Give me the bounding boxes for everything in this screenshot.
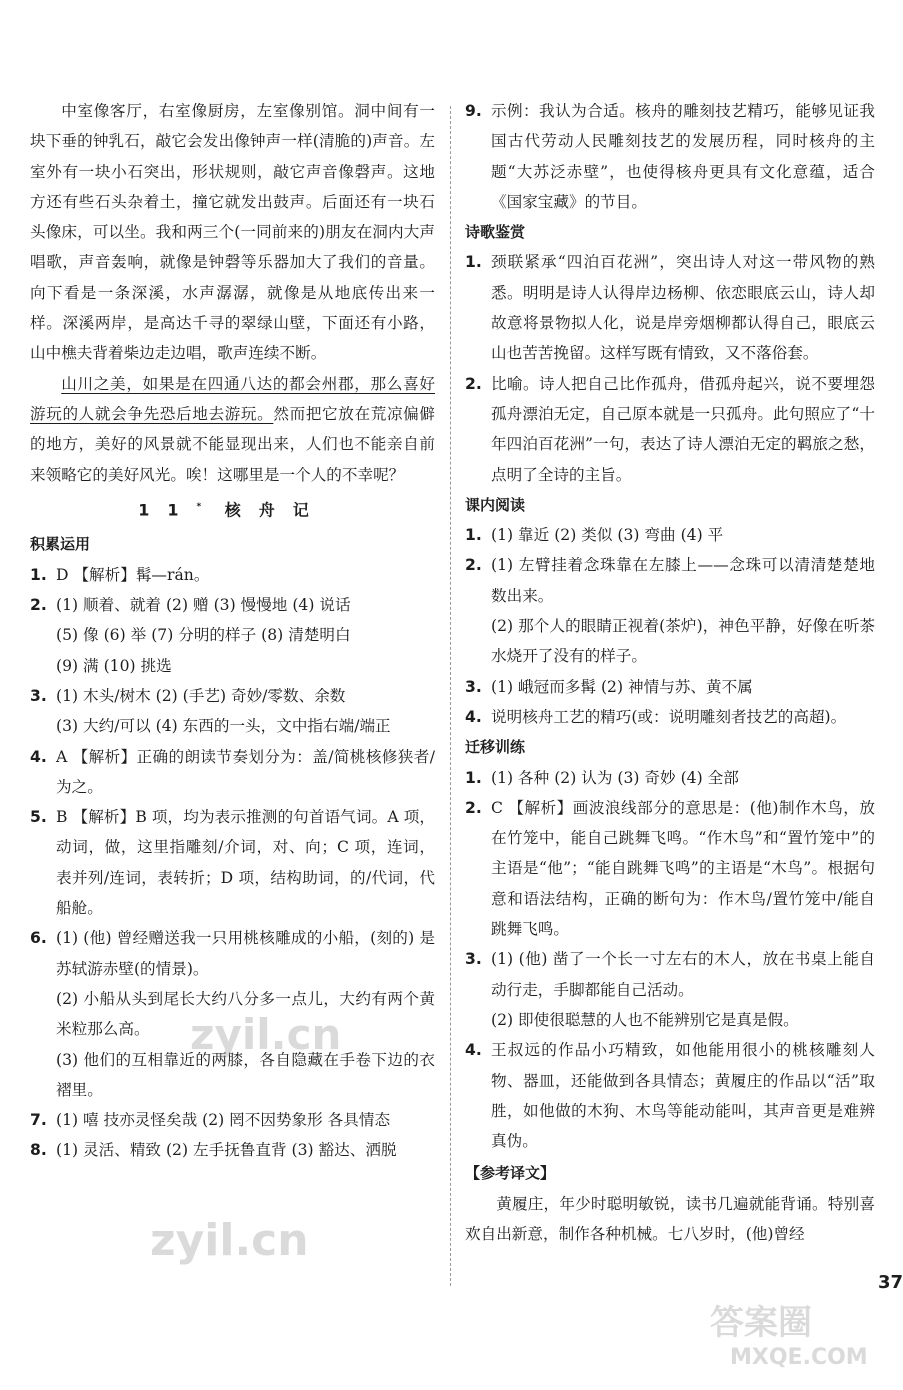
watermark: zyil.cn [190, 1010, 342, 1059]
list-item: 4. A 【解析】正确的朗读节奏划分为：盖/简桃核修狭者/为之。 [30, 747, 435, 796]
reference-translation-text: 黄履庄，年少时聪明敏锐，读书几遍就能背诵。特别喜欢自出新意，制作各种机械。七八岁时，(他)曾经 [465, 1194, 875, 1243]
lesson-title-text: 核舟记 [224, 500, 327, 520]
list-item: 7. (1) 嘻 技亦灵怪矣哉 (2) 罔不因势象形 各具情态 [30, 1111, 391, 1130]
page-number: 37 [878, 1272, 903, 1293]
lesson-title [30, 492, 435, 526]
underlined-sentence: 山川之美，如果是在四通八达的都会州郡，那么喜好游玩的人就会争先恐后地去游玩。 [30, 374, 435, 423]
list-item: 9. 示例：我认为合适。核舟的雕刻技艺精巧，能够见证我国古代劳动人民雕刻技艺的发展历程，同时核舟的主题“大苏泛赤壁”，也使得核舟更具有文化意蕴，适合《国家宝藏》的节目。 [465, 102, 875, 211]
list-item: 2. C 【解析】画波浪线部分的意思是：(他)制作木鸟，放在竹笼中，能自己跳舞飞鸣。“作木鸟”和“置竹笼中”的主语是“他”；“能自跳舞飞鸣”的主语是“木鸟”。根据句意和语法结构，正确的断句为：作木鸟/置竹笼中/能自跳舞飞鸣。 [465, 798, 875, 939]
list-item: 2. 比喻。诗人把自己比作孤舟，借孤舟起兴，说不要埋怨孤舟漂泊无定，自己原本就是一只孤舟。此句照应了“十年四泊百花洲”一句，表达了诗人漂泊无定的羁旅之愁，点明了全诗的主旨。 [465, 374, 875, 484]
list-item: 3. (1) (他) 凿了一个长一寸左右的木人，放在书桌上能自动行走，手脚都能自己活动。 (2) 即使很聪慧的人也不能辨别它是真是假。 [465, 950, 875, 1029]
list-item: 4. 说明核舟工艺的精巧(或：说明雕刻者技艺的高超)。 [465, 707, 847, 726]
list-item: 1. (1) 各种 (2) 认为 (3) 奇妙 (4) 全部 [465, 768, 739, 787]
list-item: 1. D 【解析】髯—rán。 [30, 565, 210, 584]
watermark: MXQE.COM [730, 1345, 868, 1370]
watermark: zyil.cn [150, 1215, 309, 1266]
list-item: 6. (1) (他) 曾经赠送我一只用桃核雕成的小船，(刻的) 是苏轼游赤壁(的情景)。 (2) 小船从头到尾长大约八分多一点儿，大约有两个黄米粒那么高。 (3) 他们的互相靠近的两膝，各自隐藏在手卷下边的衣褶里。 [30, 929, 435, 1099]
lesson-number: 11 [138, 500, 197, 520]
column-divider [450, 106, 451, 1286]
list-item: 8. (1) 灵活、精致 (2) 左手抚鲁直背 (3) 豁达、洒脱 [30, 1141, 397, 1160]
section-heading-poem: 诗歌鉴赏 [465, 223, 526, 242]
list-item: 1. 颈联紧承“四泊百花洲”，突出诗人对这一带风物的熟悉。明明是诗人认得岸边杨柳、依恋眼底云山，诗人却故意将景物拟人化，说是岸旁烟柳都认得自己，眼底云山也苦苦挽留。这样写既有情致，又不落俗套。 [465, 253, 875, 363]
list-item: 2. (1) 左臂挂着念珠靠在左膝上——念珠可以清清楚楚地数出来。 (2) 那个人的眼睛正视着(茶炉)，神色平静，好像在听茶水烧开了没有的样子。 [465, 556, 875, 666]
list-item: 3. (1) 峨冠而多髯 (2) 神情与苏、黄不属 [465, 677, 753, 696]
list-item: 3. (1) 木头/树木 (2) (手艺) 奇妙/零数、余数 (3) 大约/可以 (4) 东西的一头，文中指右端/端正 [30, 686, 391, 736]
section-heading-accumulate: 积累运用 [30, 535, 91, 554]
paragraph-2 [30, 369, 435, 490]
intro-paragraph: 中室像客厅，右室像厨房，左室像别馆。洞中间有一块下垂的钟乳石，敲它会发出像钟声一样(清脆的)声音。左室外有一块小石突出，形状规则，敲它声音像磬声。这地方还有些石头杂着土，撞它就发出鼓声。后面还有一块石头像床，可以坐。我和两三个(一同前来的)朋友在洞内大声唱歌，声音轰响，就像是钟磬等乐器加大了我们的音量。向下看是一条深溪，水声潺潺，就像是从地底传出来一样。深溪两岸，是高达千寻的翠绿山壁，下面还有小路，山中樵夫背着柴边走边唱，歌声连续不断。 [30, 102, 435, 363]
list-item: 1. (1) 靠近 (2) 类似 (3) 弯曲 (4) 平 [465, 526, 724, 545]
section-heading-transfer: 迁移训练 [465, 738, 526, 757]
left-column [30, 96, 435, 1166]
lesson-star: * [196, 501, 202, 512]
list-item: 5. B 【解析】B 项，均为表示推测的句首语气词。A 项，动词，做，这里指雕刻/介词，对、向；C 项，连词，表并列/连词，表转折；D 项，结构助词，的/代词，代船舱。 [30, 808, 435, 918]
right-column [465, 96, 875, 1249]
section-heading-inclass: 课内阅读 [465, 495, 526, 514]
watermark: 答案圈 [710, 1303, 812, 1343]
list-item: 4. 王叔远的作品小巧精致，如他能用很小的桃核雕刻人物、器皿，还能做到各具情态；黄履庄的作品以“活”取胜，如他做的木狗、木鸟等能动能叫，其声音更是难辨真伪。 [465, 1041, 875, 1151]
list-item: 2. (1) 顺着、就着 (2) 赠 (3) 慢慢地 (4) 说话 (5) 像 (6) 举 (7) 分明的样子 (8) 清楚明白 (9) 满 (10) 挑选 [30, 596, 351, 675]
reference-translation-label: 【参考译文】 [465, 1164, 556, 1183]
paragraph-2-rest: 然而把它放在荒凉偏僻的地方，美好的风景就不能显现出来，人们也不能亲自前来领略它的美好风光。唉！这哪里是一个人的不幸呢？ [30, 404, 435, 484]
